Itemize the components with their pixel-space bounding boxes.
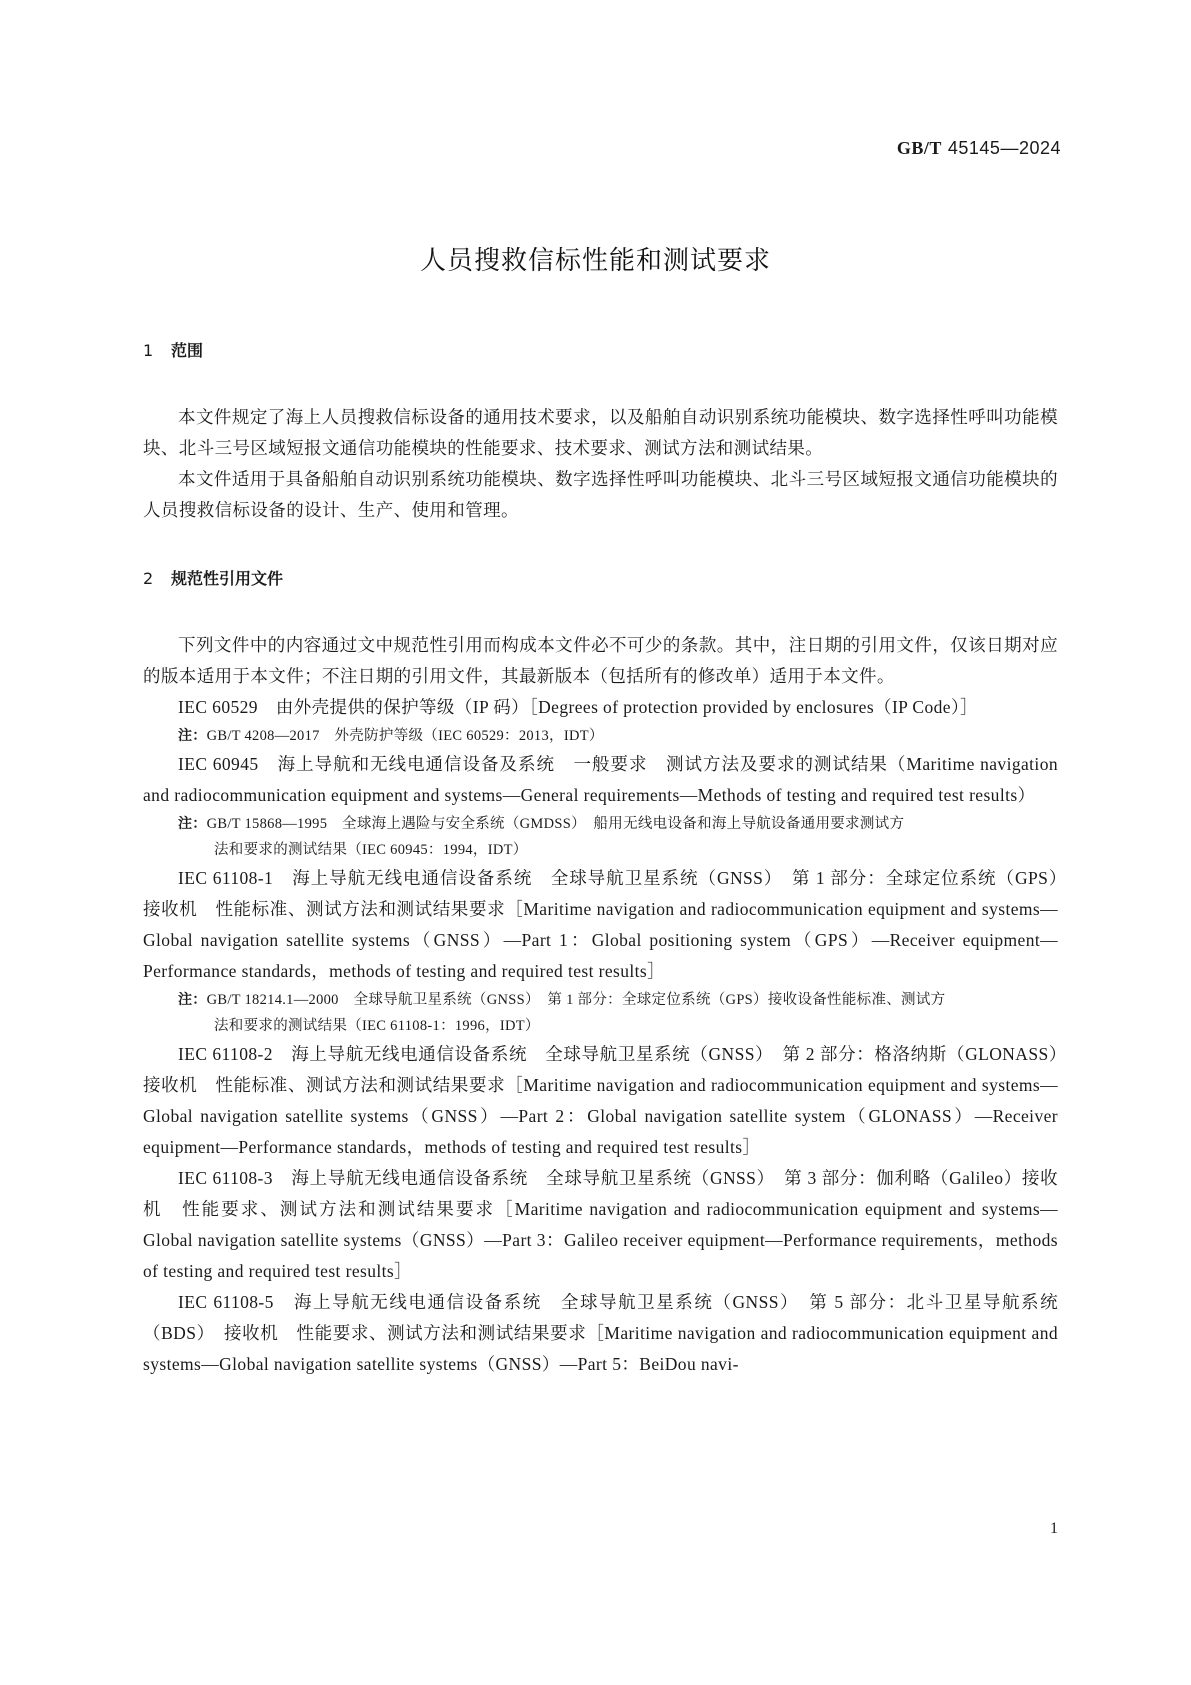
scope-paragraph: 本文件规定了海上人员搜救信标设备的通用技术要求，以及船舶自动识别系统功能模块、数字选择性呼叫功能模块、北斗三号区域短报文通信功能模块的性能要求、技术要求、测试方法和测试结果。 bbox=[143, 407, 1058, 458]
standard-number: 45145—2024 bbox=[947, 138, 1061, 158]
standard-prefix: GB/T bbox=[896, 138, 942, 158]
section-number: 2 bbox=[143, 569, 154, 588]
note-label: 注： bbox=[178, 992, 207, 1008]
note-text: GB/T 18214.1—2000 全球导航卫星系统（GNSS） 第 1 部分：全球定位系统（GPS）接收设备性能标准、测试方 bbox=[206, 992, 946, 1008]
note-label: 注： bbox=[178, 816, 207, 832]
reference-entry: IEC 60529 由外壳提供的保护等级（IP 码）［Degrees of protection provided by enclosures（IP Code）］ bbox=[178, 697, 979, 717]
reference-entry: IEC 61108-3 海上导航无线电通信设备系统 全球导航卫星系统（GNSS） 第 3 部分：伽利略（Galileo）接收机 性能要求、测试方法和测试结果要求［Maritime navigation and radiocommunication equipment and systems—Global navigation satellite systems（GNSS）—Part 3：Galileo receiver equipment—Performance requirements，methods of testing and required test results］ bbox=[143, 1168, 1058, 1281]
reference-note bbox=[143, 987, 1058, 1039]
page-number: 1 bbox=[1050, 1520, 1058, 1537]
section-number: 1 bbox=[143, 341, 154, 360]
note-text: GB/T 15868—1995 全球海上遇险与安全系统（GMDSS） 船用无线电设备和海上导航设备通用要求测试方 bbox=[206, 816, 905, 832]
note-text-continued: 法和要求的测试结果（IEC 60945：1994，IDT） bbox=[214, 842, 528, 858]
section-heading-normative-references bbox=[143, 568, 1058, 590]
section-heading-scope bbox=[143, 340, 1058, 362]
reference-entry: IEC 61108-1 海上导航无线电通信设备系统 全球导航卫星系统（GNSS） 第 1 部分：全球定位系统（GPS） 接收机 性能标准、测试方法和测试结果要求［Maritime navigation and radiocommunication equipment and systems—Global navigation satellite systems（GNSS）—Part 1：Global positioning system（GPS）—Receiver equipment—Performance standards，methods of testing and required test results］ bbox=[143, 868, 1076, 981]
note-label: 注： bbox=[178, 728, 207, 744]
reference-entry: IEC 61108-5 海上导航无线电通信设备系统 全球导航卫星系统（GNSS） 第 5 部分：北斗卫星导航系统（BDS） 接收机 性能要求、测试方法和测试结果要求［Maritime navigation and radiocommunication equipment and systems—Global navigation satellite systems（GNSS）—Part 5：BeiDou navi- bbox=[143, 1292, 1058, 1374]
references-intro: 下列文件中的内容通过文中规范性引用而构成本文件必不可少的条款。其中，注日期的引用文件，仅该日期对应的版本适用于本文件；不注日期的引用文件，其最新版本（包括所有的修改单）适用于本文件。 bbox=[143, 635, 1058, 686]
standard-code bbox=[897, 138, 1061, 159]
document-title: 人员搜救信标性能和测试要求 bbox=[419, 246, 771, 276]
note-text-continued: 法和要求的测试结果（IEC 61108-1：1996，IDT） bbox=[214, 1018, 540, 1034]
note-text: GB/T 4208—2017 外壳防护等级（IEC 60529：2013，IDT） bbox=[206, 728, 604, 744]
document-body bbox=[143, 340, 1076, 1380]
reference-note bbox=[143, 811, 1058, 863]
section-title: 范围 bbox=[171, 341, 204, 360]
section-title: 规范性引用文件 bbox=[171, 569, 284, 588]
reference-note bbox=[143, 723, 1058, 749]
reference-entry: IEC 61108-2 海上导航无线电通信设备系统 全球导航卫星系统（GNSS） 第 2 部分：格洛纳斯（GLONASS） 接收机 性能标准、测试方法和测试结果要求［Maritime navigation and radiocommunication equipment and systems—Global navigation satellite systems（GNSS）—Part 2：Global navigation satellite system（GLONASS）—Receiver equipment—Performance standards，methods of testing and required test results］ bbox=[143, 1044, 1076, 1157]
reference-entry: IEC 60945 海上导航和无线电通信设备及系统 一般要求 测试方法及要求的测试结果（Maritime navigation and radiocommunication equipment and systems—General requirements—Methods of testing and required test results） bbox=[143, 754, 1058, 805]
scope-paragraph: 本文件适用于具备船舶自动识别系统功能模块、数字选择性呼叫功能模块、北斗三号区域短报文通信功能模块的人员搜救信标设备的设计、生产、使用和管理。 bbox=[143, 469, 1058, 520]
